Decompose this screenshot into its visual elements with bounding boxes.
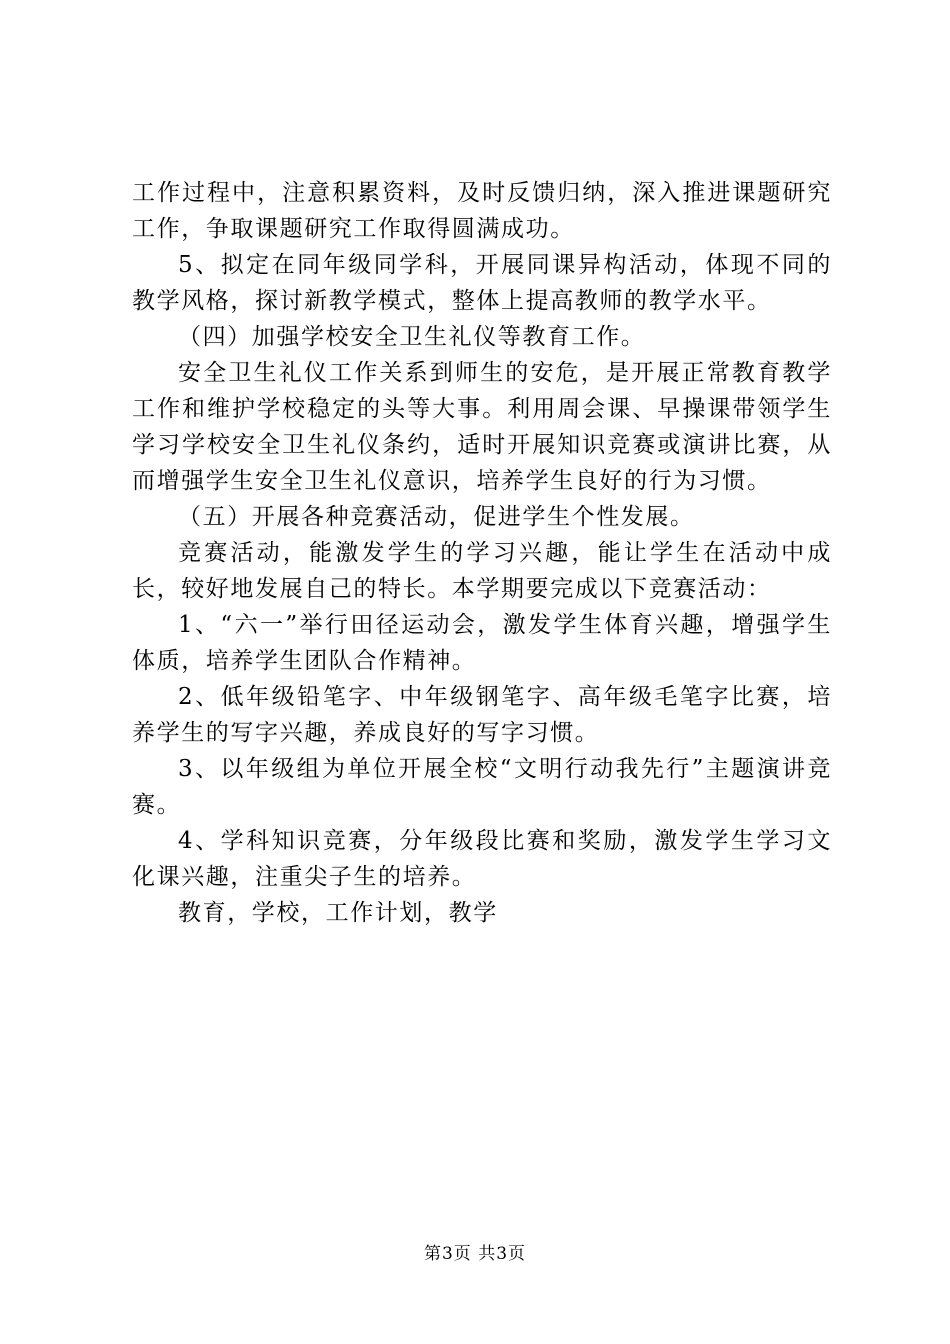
page-footer: 第3页 共3页 <box>423 1244 527 1264</box>
list-item-1: 1、“六一”举行田径运动会，激发学生体育兴趣，增强学生体质，培养学生团队合作精神。 <box>132 612 832 674</box>
paragraph-research-continued: 工作过程中，注意积累资料，及时反馈归纳，深入推进课题研究工作，争取课题研究工作取得圆满成功。 <box>132 180 832 242</box>
paragraph-competitions-intro: 竞赛活动，能激发学生的学习兴趣，能让学生在活动中成长，较好地发展自己的特长。本学期要完成以下竞赛活动： <box>132 540 832 602</box>
section-heading-4: （四）加强学校安全卫生礼仪等教育工作。 <box>178 324 646 350</box>
document-body <box>132 175 832 931</box>
keywords-line: 教育，学校，工作计划，教学 <box>178 900 498 926</box>
paragraph-item-5: 5、拟定在同年级同学科，开展同课异构活动，体现不同的教学风格，探讨新教学模式，整体上提高教师的教学水平。 <box>132 252 832 314</box>
list-item-2: 2、低年级铅笔字、中年级钢笔字、高年级毛笔字比赛，培养学生的写字兴趣，养成良好的写字习惯。 <box>132 684 832 746</box>
paragraph-safety: 安全卫生礼仪工作关系到师生的安危，是开展正常教育教学工作和维护学校稳定的头等大事。利用周会课、早操课带领学生学习学校安全卫生礼仪条约，适时开展知识竞赛或演讲比赛，从而增强学生安全卫生礼仪意识，培养学生良好的行为习惯。 <box>132 360 832 494</box>
list-item-3: 3、以年级组为单位开展全校“文明行动我先行”主题演讲竞赛。 <box>132 756 832 818</box>
section-heading-5: （五）开展各种竞赛活动，促进学生个性发展。 <box>178 504 695 530</box>
list-item-4: 4、学科知识竞赛，分年级段比赛和奖励，激发学生学习文化课兴趣，注重尖子生的培养。 <box>132 828 832 890</box>
